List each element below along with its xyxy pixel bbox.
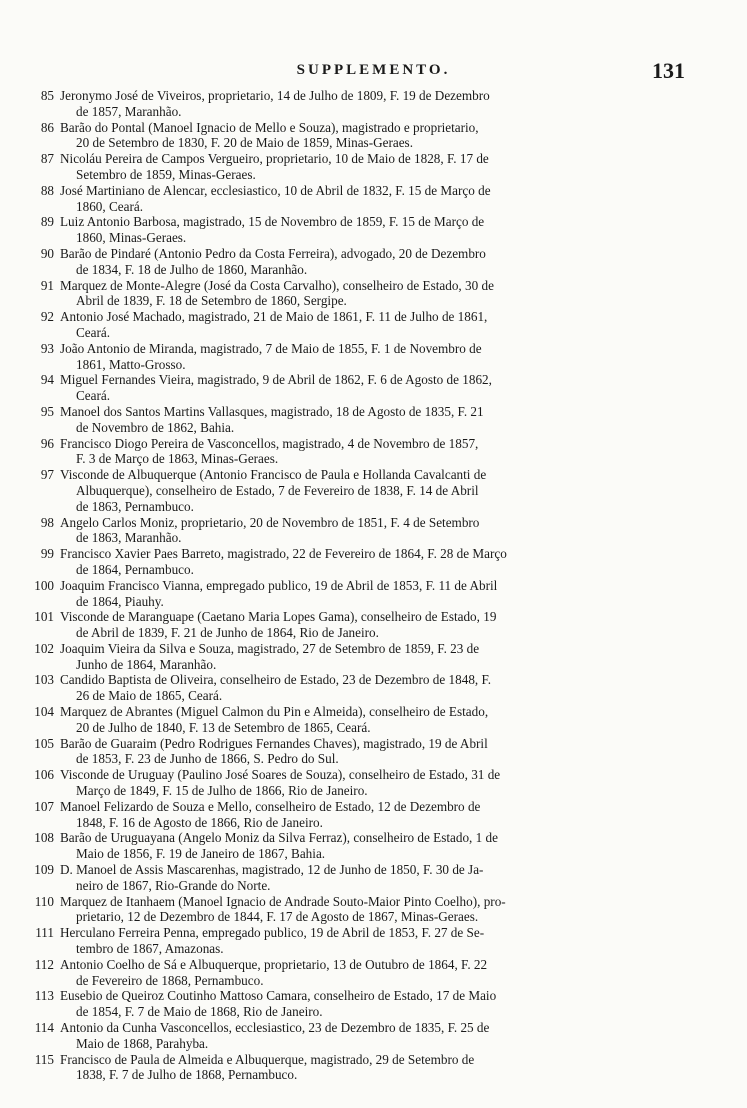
entry-number: 115	[34, 1051, 54, 1067]
entry-line: Junho de 1864, Maranhão.	[76, 656, 217, 672]
entry-line: Manoel dos Santos Martins Vallasques, magistrado, 18 de Agosto de 1835, F. 21	[60, 403, 484, 419]
entry-number: 99	[40, 546, 54, 562]
entry-number: 96	[40, 435, 54, 451]
list-item	[22, 1052, 698, 1084]
list-item	[22, 578, 698, 610]
entry-text	[60, 246, 698, 278]
entry-line: Miguel Fernandes Vieira, magistrado, 9 de Abril de 1862, F. 6 de Agosto de 1862,	[60, 372, 492, 388]
entry-number: 89	[40, 214, 54, 230]
entry-line: Eusebio de Queiroz Coutinho Mattoso Camara, conselheiro de Estado, 17 de Maio	[60, 988, 497, 1004]
list-item	[22, 515, 698, 547]
entry-line: 1860, Ceará.	[76, 198, 144, 214]
entry-line: Luiz Antonio Barbosa, magistrado, 15 de Novembro de 1859, F. 15 de Março de	[60, 214, 485, 230]
entry-number: 101	[34, 609, 54, 625]
entry-line: de Abril de 1839, F. 21 de Junho de 1864, Rio de Janeiro.	[76, 625, 379, 641]
entry-text	[60, 151, 698, 183]
list-item	[22, 830, 698, 862]
entry-line: de 1864, Piauhy.	[76, 593, 164, 609]
list-item	[22, 341, 698, 373]
entry-line: Visconde de Maranguape (Caetano Maria Lopes Gama), conselheiro de Estado, 19	[60, 609, 497, 625]
entry-line: Ceará.	[76, 388, 111, 404]
entry-number: 97	[40, 467, 54, 483]
entry-number: 103	[34, 672, 54, 688]
entry-line: Antonio José Machado, magistrado, 21 de Maio de 1861, F. 11 de Julho de 1861,	[60, 309, 488, 325]
entry-number: 104	[34, 704, 54, 720]
page-header	[0, 58, 747, 84]
page-number: 131	[652, 58, 685, 83]
list-item	[22, 88, 698, 120]
list-item	[22, 704, 698, 736]
entry-line: Barão de Uruguayana (Angelo Moniz da Silva Ferraz), conselheiro de Estado, 1 de	[60, 830, 498, 846]
entry-text	[60, 609, 698, 641]
entry-line: Francisco de Paula de Almeida e Albuquerque, magistrado, 29 de Setembro de	[60, 1051, 475, 1067]
entry-number: 85	[40, 88, 54, 103]
entry-number: 91	[40, 277, 54, 293]
entry-line: Setembro de 1859, Minas-Geraes.	[76, 166, 256, 182]
list-item	[22, 988, 698, 1020]
entry-line: de 1863, Pernambuco.	[76, 498, 194, 514]
entry-line: de Fevereiro de 1868, Pernambuco.	[76, 972, 264, 988]
list-item	[22, 799, 698, 831]
entry-number: 95	[40, 403, 54, 419]
entry-line: de 1853, F. 23 de Junho de 1866, S. Pedro do Sul.	[76, 751, 339, 767]
entry-line: de 1864, Pernambuco.	[76, 561, 194, 577]
entry-line: Barão de Guaraim (Pedro Rodrigues Fernandes Chaves), magistrado, 19 de Abril	[60, 735, 488, 751]
list-item	[22, 120, 698, 152]
senator-list	[22, 88, 698, 1083]
entry-line: 1861, Matto-Grosso.	[76, 356, 186, 372]
list-item	[22, 641, 698, 673]
list-item	[22, 736, 698, 768]
list-item	[22, 151, 698, 183]
entry-line: Nicoláu Pereira de Campos Vergueiro, proprietario, 10 de Maio de 1828, F. 17 de	[60, 151, 489, 167]
entry-number: 111	[35, 925, 54, 941]
entry-number: 86	[40, 119, 54, 135]
list-item	[22, 278, 698, 310]
entry-text	[60, 120, 698, 152]
entry-line: D. Manoel de Assis Mascarenhas, magistrado, 12 de Junho de 1850, F. 30 de Ja-	[60, 862, 484, 878]
entry-text	[60, 767, 698, 799]
entry-line: Marquez de Monte-Alegre (José da Costa Carvalho), conselheiro de Estado, 30 de	[60, 277, 494, 293]
entry-line: Francisco Diogo Pereira de Vasconcellos, magistrado, 4 de Novembro de 1857,	[60, 435, 479, 451]
entry-line: de 1854, F. 7 de Maio de 1868, Rio de Janeiro.	[76, 1004, 323, 1020]
entry-line: Barão de Pindaré (Antonio Pedro da Costa Ferreira), advogado, 20 de Dezembro	[60, 245, 486, 261]
entry-text	[60, 1020, 698, 1052]
entry-number: 93	[40, 340, 54, 356]
entry-line: Marquez de Abrantes (Miguel Calmon du Pin e Almeida), conselheiro de Estado,	[60, 704, 489, 720]
entry-line: 20 de Setembro de 1830, F. 20 de Maio de 1859, Minas-Geraes.	[76, 135, 413, 151]
entry-line: Visconde de Uruguay (Paulino José Soares de Souza), conselheiro de Estado, 31 de	[60, 767, 501, 783]
list-item	[22, 767, 698, 799]
entry-text	[60, 467, 698, 514]
entry-text	[60, 578, 698, 610]
entry-line: Ceará.	[76, 324, 111, 340]
entry-text	[60, 672, 698, 704]
entry-text	[60, 214, 698, 246]
entry-number: 88	[40, 182, 54, 198]
list-item	[22, 672, 698, 704]
entry-text	[60, 830, 698, 862]
entry-line: 26 de Maio de 1865, Ceará.	[76, 688, 223, 704]
entry-text	[60, 925, 698, 957]
entry-line: de 1857, Maranhão.	[76, 103, 182, 119]
entry-text	[60, 372, 698, 404]
entry-text	[60, 1052, 698, 1084]
entry-text	[60, 309, 698, 341]
entry-line: tembro de 1867, Amazonas.	[76, 941, 224, 957]
list-item	[22, 246, 698, 278]
entry-text	[60, 799, 698, 831]
entry-number: 105	[34, 735, 54, 751]
entry-line: 1848, F. 16 de Agosto de 1866, Rio de Janeiro.	[76, 814, 323, 830]
list-item	[22, 467, 698, 514]
entry-text	[60, 641, 698, 673]
entry-line: João Antonio de Miranda, magistrado, 7 de Maio de 1855, F. 1 de Novembro de	[60, 340, 482, 356]
entry-number: 109	[34, 862, 54, 878]
entry-text	[60, 957, 698, 989]
entry-line: 1838, F. 7 de Julho de 1868, Pernambuco.	[76, 1067, 298, 1083]
list-item	[22, 862, 698, 894]
entry-line: Candido Baptista de Oliveira, conselheiro de Estado, 23 de Dezembro de 1848, F.	[60, 672, 492, 688]
list-item	[22, 372, 698, 404]
entry-number: 106	[34, 767, 54, 783]
entry-line: Visconde de Albuquerque (Antonio Francisco de Paula e Hollanda Cavalcanti de	[60, 467, 487, 483]
list-item	[22, 894, 698, 926]
list-item	[22, 309, 698, 341]
entry-text	[60, 88, 698, 120]
entry-line: Barão do Pontal (Manoel Ignacio de Mello e Souza), magistrado e proprietario,	[60, 119, 479, 135]
list-item	[22, 404, 698, 436]
entry-line: Abril de 1839, F. 18 de Setembro de 1860, Sergipe.	[76, 293, 347, 309]
entry-number: 107	[34, 798, 54, 814]
entry-number: 98	[40, 514, 54, 530]
entry-text	[60, 546, 698, 578]
list-item	[22, 436, 698, 468]
entry-text	[60, 894, 698, 926]
entry-number: 92	[40, 309, 54, 325]
entry-line: F. 3 de Março de 1863, Minas-Geraes.	[76, 451, 279, 467]
entry-line: Março de 1849, F. 15 de Julho de 1866, Rio de Janeiro.	[76, 783, 368, 799]
entry-number: 94	[40, 372, 54, 388]
entry-line: Manoel Felizardo de Souza e Mello, conselheiro de Estado, 12 de Dezembro de	[60, 798, 481, 814]
entry-line: José Martiniano de Alencar, ecclesiastico, 10 de Abril de 1832, F. 15 de Março de	[60, 182, 491, 198]
entry-text	[60, 183, 698, 215]
entry-line: neiro de 1867, Rio-Grande do Norte.	[76, 877, 271, 893]
entry-number: 90	[40, 245, 54, 261]
entry-number: 110	[34, 893, 54, 909]
list-item	[22, 957, 698, 989]
entry-line: Herculano Ferreira Penna, empregado publico, 19 de Abril de 1853, F. 27 de Se-	[60, 925, 485, 941]
list-item	[22, 546, 698, 578]
entry-line: Francisco Xavier Paes Barreto, magistrado, 22 de Fevereiro de 1864, F. 28 de Março	[60, 546, 507, 562]
entry-number: 113	[34, 988, 54, 1004]
entry-line: Marquez de Itanhaem (Manoel Ignacio de Andrade Souto-Maior Pinto Coelho), pro-	[60, 893, 506, 909]
entry-text	[60, 404, 698, 436]
entry-line: Jeronymo José de Viveiros, proprietario, 14 de Julho de 1809, F. 19 de Dezembro	[60, 88, 490, 103]
entry-line: Joaquim Francisco Vianna, empregado publico, 19 de Abril de 1853, F. 11 de Abril	[60, 577, 498, 593]
entry-text	[60, 704, 698, 736]
entry-text	[60, 515, 698, 547]
entry-text	[60, 988, 698, 1020]
entry-line: Maio de 1856, F. 19 de Janeiro de 1867, Bahia.	[76, 846, 326, 862]
list-item	[22, 609, 698, 641]
entry-line: de 1834, F. 18 de Julho de 1860, Maranhão.	[76, 261, 308, 277]
entry-line: Angelo Carlos Moniz, proprietario, 20 de Novembro de 1851, F. 4 de Setembro	[60, 514, 480, 530]
entry-number: 112	[34, 956, 54, 972]
entry-number: 87	[40, 151, 54, 167]
section-title: SUPPLEMENTO.	[296, 62, 451, 78]
list-item	[22, 1020, 698, 1052]
list-item	[22, 214, 698, 246]
entry-text	[60, 736, 698, 768]
list-item	[22, 925, 698, 957]
entry-text	[60, 436, 698, 468]
entry-line: de Novembro de 1862, Bahia.	[76, 419, 235, 435]
entry-text	[60, 862, 698, 894]
entry-line: 1860, Minas-Geraes.	[76, 230, 187, 246]
entry-line: Maio de 1868, Parahyba.	[76, 1035, 209, 1051]
entry-number: 108	[34, 830, 54, 846]
entry-line: 20 de Julho de 1840, F. 13 de Setembro de 1865, Ceará.	[76, 719, 371, 735]
entry-text	[60, 341, 698, 373]
list-item	[22, 183, 698, 215]
entry-number: 114	[34, 1020, 54, 1036]
entry-line: Antonio da Cunha Vasconcellos, ecclesiastico, 23 de Dezembro de 1835, F. 25 de	[60, 1020, 490, 1036]
entry-number: 102	[34, 640, 54, 656]
entry-text	[60, 278, 698, 310]
entry-line: Antonio Coelho de Sá e Albuquerque, proprietario, 13 de Outubro de 1864, F. 22	[60, 956, 488, 972]
entry-line: Joaquim Vieira da Silva e Souza, magistrado, 27 de Setembro de 1859, F. 23 de	[60, 640, 480, 656]
entry-line: prietario, 12 de Dezembro de 1844, F. 17 de Agosto de 1867, Minas-Geraes.	[76, 909, 479, 925]
entry-line: de 1863, Maranhão.	[76, 530, 182, 546]
entry-number: 100	[34, 577, 54, 593]
entry-line: Albuquerque), conselheiro de Estado, 7 de Fevereiro de 1838, F. 14 de Abril	[76, 482, 479, 498]
